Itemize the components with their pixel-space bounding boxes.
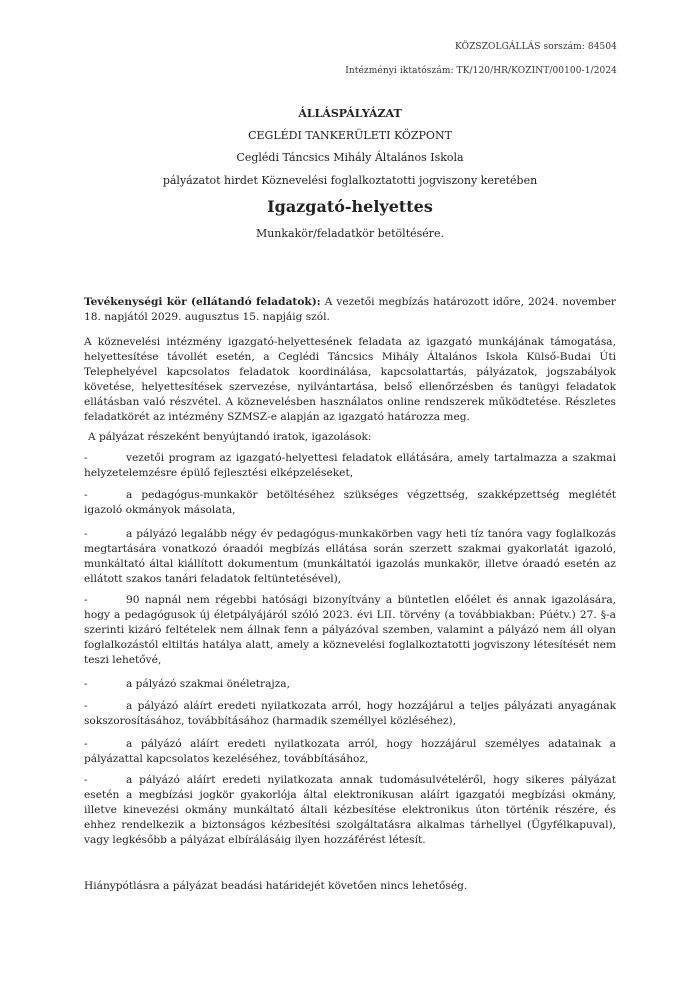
list-item: [84, 699, 616, 729]
scope-text: A vezetői megbízás határozott időre, 2024. november 18. napjától 2029. augusztus 15. napjáig szól.: [84, 296, 616, 323]
list-dash: -: [84, 700, 88, 712]
list-dash: -: [84, 452, 88, 464]
list-item-text: a pedagógus-munkakör betöltéséhez szükséges végzettség, szakképzettség meglétét igazoló okmányok másolata,: [84, 489, 616, 516]
scope-label: Tevékenységi kör (ellátandó feladatok):: [84, 296, 321, 308]
list-dash: -: [84, 528, 88, 540]
organization-name: CEGLÉDI TANKERÜLETI KÖZPONT: [248, 129, 452, 142]
purpose-line: Munkakör/feladatkör betöltésére.: [255, 227, 445, 240]
position-title: Igazgató-helyettes: [267, 197, 433, 216]
list-item-text: vezetői program az igazgató-helyettesi feladatok ellátására, amely tartalmazza a szakmai helyzetelemzésre épülő fejlesztési elképzeléseket,: [84, 452, 616, 479]
list-item: [84, 488, 616, 518]
list-dash: -: [84, 678, 88, 690]
list-item: [84, 773, 616, 848]
registration-number: Intézményi iktatószám: TK/120/HR/KOZINT/00100-1/2024: [345, 66, 617, 76]
list-dash: -: [84, 489, 88, 501]
list-dash: -: [84, 774, 88, 786]
scope-paragraph: [84, 295, 616, 325]
list-item-text: a pályázó legalább négy év pedagógus-munkakörben vagy heti tíz tanóra vagy foglalkozás megtartására vonatkozó óraadói megbízás ellátása során szerzett szakmai gyakorlatát igazoló, munkáltató által kiállított dokumentum (munkáltatói igazolás munkakör, illetve óraadó esetén az ellátott szakos tanári feladatok feltüntetésével),: [84, 528, 616, 585]
list-item: [84, 737, 616, 767]
list-item: [84, 451, 616, 481]
documents-intro: A pályázat részeként benyújtandó iratok, igazolások:: [88, 431, 372, 443]
footer-note: Hiánypótlásra a pályázat beadási határidejét követően nincs lehetőség.: [84, 880, 468, 892]
list-item: [84, 527, 616, 587]
list-item-text: 90 napnál nem régebbi hatósági bizonyítvány a büntetlen előélet és annak igazolására, hogy a pedagógusok új életpályájáról szóló 2023. évi LII. törvény (a továbbiakban: Púétv.) 27. §-a szerinti kizáró feltételek nem állnak fenn a pályázóval szemben, valamint a pályázó nem áll olyan foglalkozástól eltiltás hatálya alatt, amely a köznevelési foglalkoztatotti jogviszony létesítését nem teszi lehetővé,: [84, 594, 616, 666]
list-item-text: a pályázó aláírt eredeti nyilatkozata arról, hogy hozzájárul a teljes pályázati anyagának sokszorosításához, továbbításához (harmadik személlyel közléséhez),: [84, 700, 616, 727]
list-dash: -: [84, 594, 88, 606]
list-item: [84, 677, 616, 692]
serial-number: KÖZSZOLGÁLLÁS sorszám: 84504: [455, 42, 617, 52]
announcement-line: pályázatot hirdet Köznevelési foglalkoztatotti jogviszony keretében: [162, 174, 538, 187]
school-name: Ceglédi Táncsics Mihály Általános Iskola: [236, 151, 464, 164]
list-item-text: a pályázó szakmai önéletrajza,: [126, 678, 290, 690]
list-item-text: a pályázó aláírt eredeti nyilatkozata annak tudomásulvételéről, hogy sikeres pályázat esetén a megbízási jogkör gyakorlója által elektronikusan aláírt igazgatói megbízási okmány, illetve kinevezési okmány munkáltató általi kézbesítése elektronikus úton történik részére, és ehhez rendelkezik a biztonságos kézbesítési szolgáltatásra alkalmas tárhellyel (Ügyfélkapuval), vagy legkésőbb a pályázat elbírálásáig ilyen hozzáférést létesít.: [84, 774, 616, 846]
list-item: [84, 593, 616, 668]
list-item-text: a pályázó aláírt eredeti nyilatkozata arról, hogy hozzájárul személyes adatainak a pályázattal kapcsolatos kezeléséhez, továbbításához,: [84, 738, 616, 765]
document-type: ÁLLÁSPÁLYÁZAT: [298, 107, 402, 120]
duties-paragraph: A köznevelési intézmény igazgató-helyettesének feladata az igazgató munkájának támogatása, helyettesítése távollét esetén, a Ceglédi Táncsics Mihály Általános Iskola Külső-Budai Úti Telephelyével kapcsolatos feladatok koordinálása, kapcsolattartás, pályázatok, jogszabályok követése, helyettesítések szervezése, nyilvántartása, belső ellenőrzésben és tanügyi feladatok ellátásban való részvétel. A köznevelésben használatos online rendszerek működtetése. Részletes feladatkörét az intézmény SZMSZ-e alapján az igazgató határozza meg.: [84, 336, 616, 423]
list-dash: -: [84, 738, 88, 750]
